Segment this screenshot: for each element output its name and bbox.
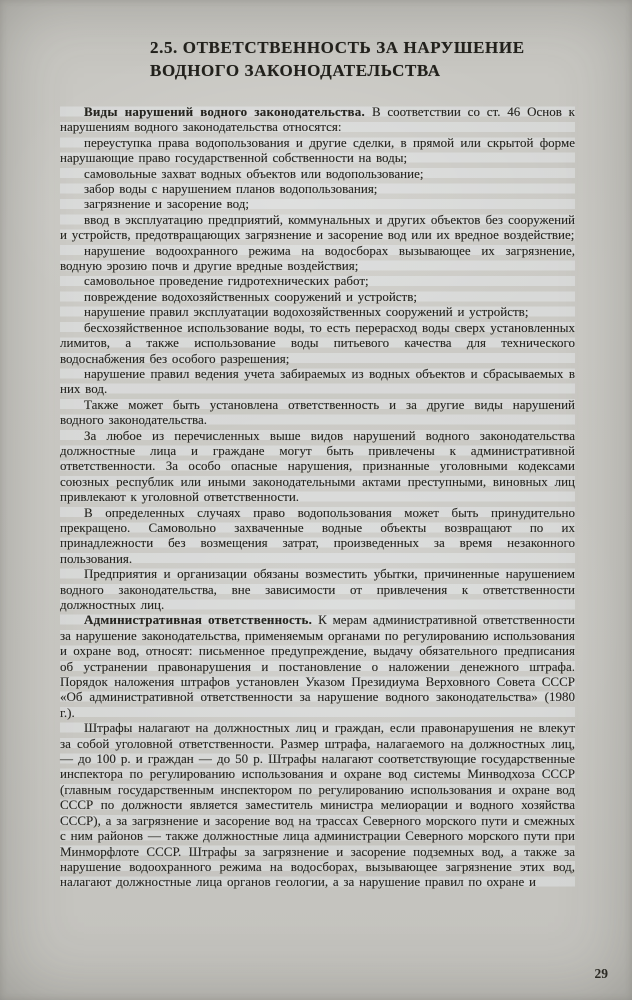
paragraph-lead: Административная ответственность. — [84, 612, 319, 628]
page-number: 29 — [594, 966, 608, 981]
paragraph: загрязнение и засорение вод; — [84, 196, 250, 212]
paragraph: В определенных случаях право водопользования может быть принудительно прекращено. Самовольно захваченные водные объекты возвращают по их принадлежности без возмещения затрат, произведенных за время незаконного пользования. — [60, 504, 575, 566]
paragraph: повреждение водохозяйственных сооружений и устройств; — [84, 288, 417, 304]
paragraph: нарушение правил эксплуатации водохозяйственных сооружений и устройств; — [84, 304, 529, 320]
paragraph: Штрафы налагают на должностных лиц и граждан, если правонарушения не влекут за собой уголовной ответственности. Размер штрафа, налагаемого на должностных лиц, — до 100 р. и граждан — до 50 р. Штрафы налагают соответствующие государственные инспектора по регулированию использования и охране вод системы Минводхоза СССР (главным государственным инспектором по регулированию использования и охране вод СССР по должности является заместитель министра мелиорации и водного хозяйства СССР), а за загрязнение и засорение вод на трассах Северного морского пути и смежных с ним районов — также должностные лица администрации Северного морского пути при Минморфлоте СССР. Штрафы за загрязнение и засорение подземных вод, а также за нарушение водоохранного режима на водосборах, вызывающее загрязнение этих вод, налагают должностные лица органов геологии, а за нарушение правил по охране и — [60, 720, 575, 890]
paragraph: забор воды с нарушением планов водопользования; — [84, 181, 378, 197]
paragraph: нарушение правил ведения учета забираемых из водных объектов и сбрасываемых в них вод. — [60, 365, 575, 397]
paragraph: самовольное проведение гидротехнических работ; — [84, 273, 369, 289]
paragraph: Предприятия и организации обязаны возместить убытки, причиненные нарушением водного законодательства, вне зависимости от привлечения к ответственности должностных лиц. — [60, 566, 575, 612]
section-heading-line2: ВОДНОГО ЗАКОНОДАТЕЛЬСТВА — [150, 61, 441, 80]
paragraphs — [60, 104, 575, 890]
paragraph-lead: Виды нарушений водного законодательства. — [84, 104, 372, 119]
paragraph: Административная ответственность. К мерам административной ответственности за нарушение законодательства, применяемым органами по регулированию использования и охране вод, относят: письменное предупреждение, выдачу обязательного предписания об устранении правонарушения и постановление о наложении денежного штрафа. Порядок наложения штрафов установлен Указом Президиума Верховного Совета СССР «Об административной ответственности за нарушение водного законодательства» (1980 г.). — [60, 612, 575, 720]
section-heading-line1: 2.5. ОТВЕТСТВЕННОСТЬ ЗА НАРУШЕНИЕ — [150, 38, 525, 57]
paragraph: переуступка права водопользования и другие сделки, в прямой или скрытой форме нарушающие право государственной собственности на воды; — [60, 134, 575, 166]
paragraph: Виды нарушений водного законодательства. В соответствии со ст. 46 Основ к нарушениям водного законодательства относятся: — [60, 104, 575, 135]
paragraph: За любое из перечисленных выше видов нарушений водного законодательства должностные лица и граждане могут быть привлечены к административной ответственности. За особо опасные нарушения, признанные уголовными кодексами союзных республик или иными законодательными актами преступными, виновных лиц привлекают к уголовной ответственности. — [60, 427, 575, 505]
paragraph: ввод в эксплуатацию предприятий, коммунальных и других объектов без сооружений и устройств, предотвращающих загрязнение и засорение вод или их вредное воздействие; — [60, 211, 575, 243]
paragraph: нарушение водоохранного режима на водосборах вызывающее их загрязнение, водную эрозию почв и другие вредные воздействия; — [60, 242, 575, 274]
section-heading — [150, 36, 592, 82]
paragraph: бесхозяйственное использование воды, то есть перерасход воды сверх установленных лимитов, а также использование воды питьевого качества для технического водоснабжения без особого разрешения; — [60, 319, 575, 366]
paragraph: самовольные захват водных объектов или водопользование; — [84, 165, 424, 181]
paragraph: Также может быть установлена ответственность и за другие виды нарушений водного законодательства. — [60, 396, 575, 428]
